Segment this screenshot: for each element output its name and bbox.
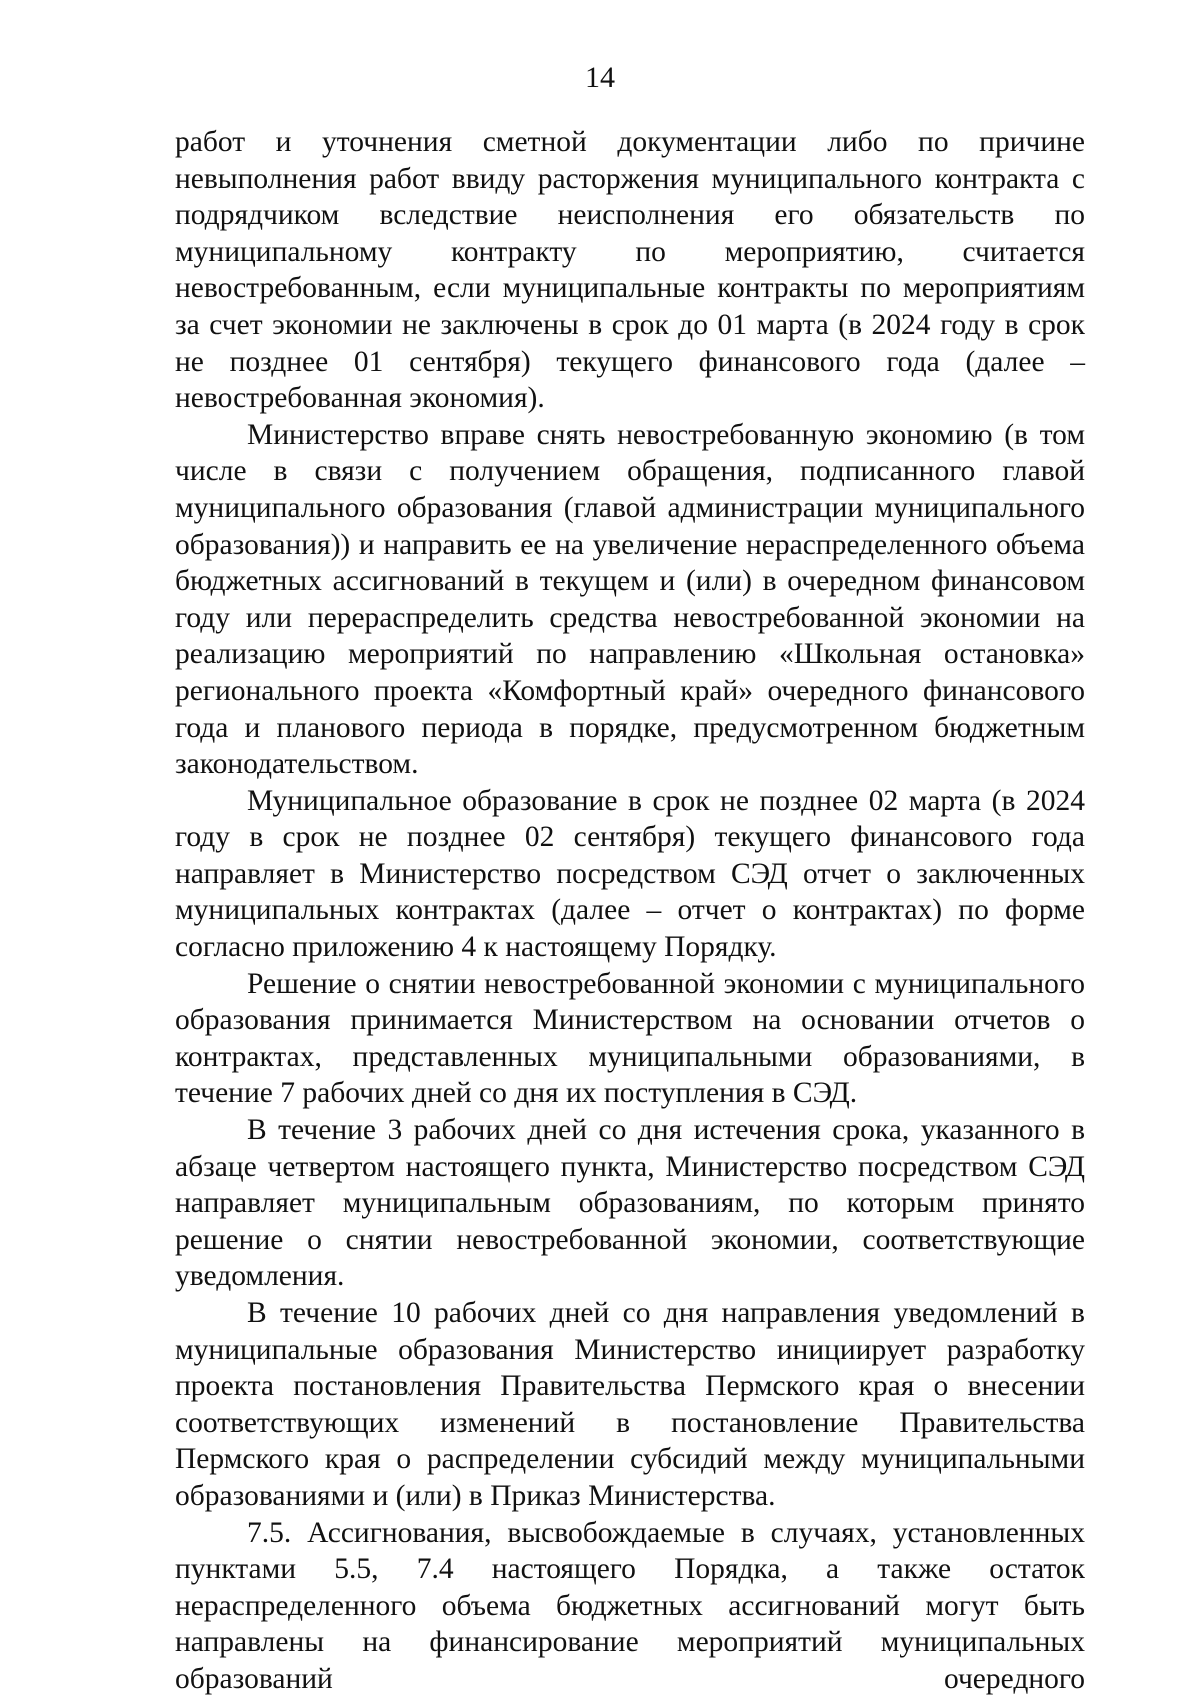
- document-body: [175, 124, 1085, 1698]
- paragraph-7-5: 7.5. Ассигнования, высвобождаемые в случаях, установленных пунктами 5.5, 7.4 настоящего Порядка, а также остаток нераспределенного объема бюджетных ассигнований могут быть направлены на финансирование мероприятий муниципальных образований очередного: [175, 1516, 1085, 1695]
- paragraph-ministry-right: Министерство вправе снять невостребованную экономию (в том числе в связи с получением обращения, подписанного главой муниципального образования (главой администрации муниципального образования)) и направить ее на увеличение нераспределенного объема бюджетных ассигнований в текущем и (или) в очередном финансовом году или перераспределить средства невостребованной экономии на реализацию мероприятий по направлению «Школьная остановка» регионального проекта «Комфортный край» очередного финансового года и планового периода в порядке, предусмотренном бюджетным законодательством.: [175, 418, 1085, 781]
- paragraph-municipal-report: Муниципальное образование в срок не позднее 02 марта (в 2024 году в срок не позднее 02 сентября) текущего финансового года направляет в Министерство посредством СЭД отчет о заключенных муниципальных контрактах (далее – отчет о контрактах) по форме согласно приложению 4 к настоящему Порядку.: [175, 784, 1085, 964]
- paragraph-notifications: В течение 3 рабочих дней со дня истечения срока, указанного в абзаце четвертом настоящего пункта, Министерство посредством СЭД направляет муниципальным образованиям, по которым принято решение о снятии невостребованной экономии, соответствующие уведомления.: [175, 1114, 1085, 1293]
- page-number: 14: [585, 61, 615, 94]
- paragraph-removal-decision: Решение о снятии невостребованной экономии с муниципального образования принимается Министерством на основании отчетов о контрактах, представленных муниципальными образованиями, в течение 7 рабочих дней со дня их поступления в СЭД.: [175, 967, 1085, 1110]
- paragraph-resolution-draft: В течение 10 рабочих дней со дня направления уведомлений в муниципальные образования Министерство инициирует разработку проекта постановления Правительства Пермского края о внесении соответствующих изменений в постановление Правительства Пермского края о распределении субсидий между муниципальными образованиями и (или) в Приказ Министерства.: [175, 1297, 1085, 1512]
- paragraph-continuation: работ и уточнения сметной документации либо по причине невыполнения работ ввиду расторжения муниципального контракта с подрядчиком вследствие неисполнения его обязательств по муниципальному контракту по мероприятию, считается невостребованным, если муниципальные контракты по мероприятиям за счет экономии не заключены в срок до 01 марта (в 2024 году в срок не позднее 01 сентября) текущего финансового года (далее – невостребованная экономия).: [175, 126, 1085, 415]
